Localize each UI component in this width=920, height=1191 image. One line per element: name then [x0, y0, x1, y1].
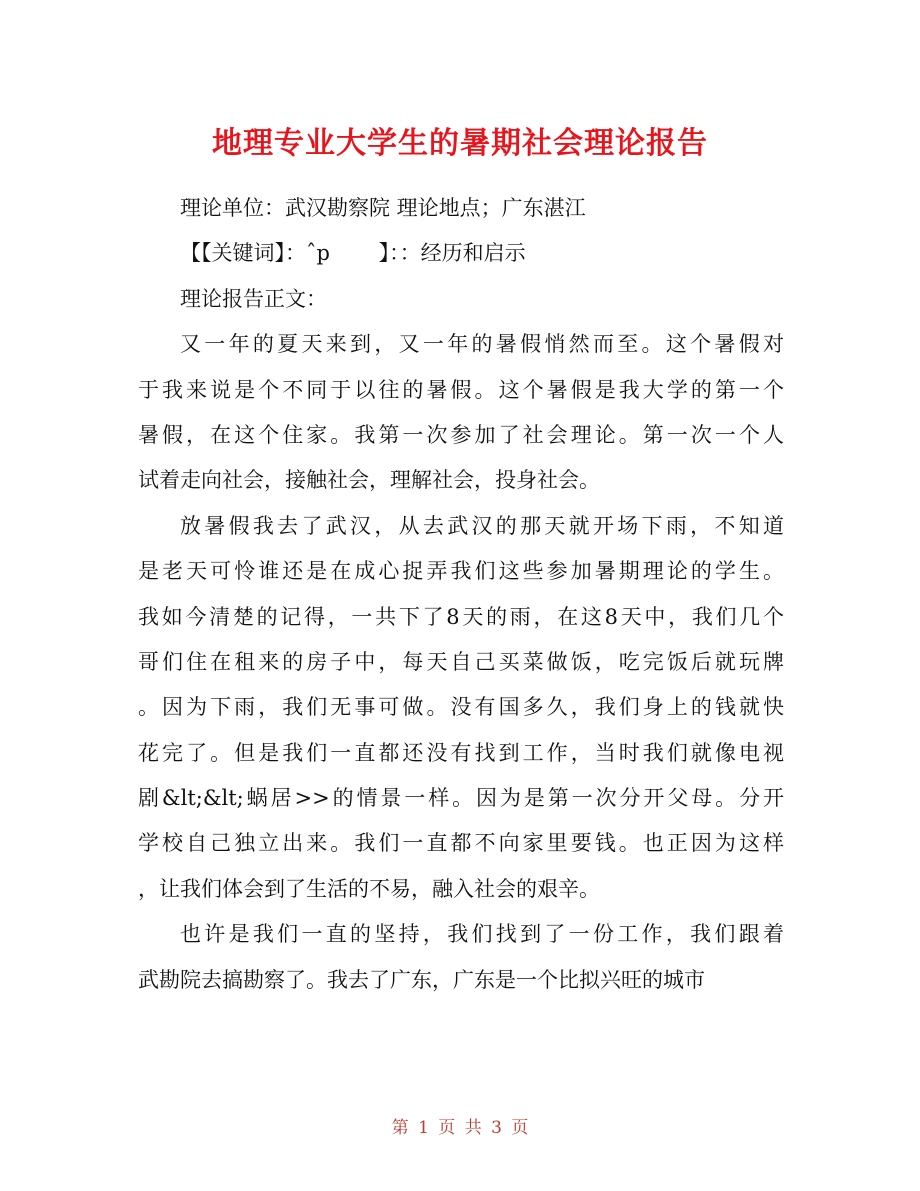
document-body	[138, 186, 784, 1003]
paragraph-line: ，让我们体会到了生活的不易，融入社会的艰辛。	[138, 876, 600, 901]
paragraph-line: 武勘院去搞勘察了。我去了广东，广东是一个比拟兴旺的城市	[138, 967, 705, 992]
page-footer: 第 1 页 共 3 页	[391, 1118, 529, 1138]
meta-line: 【【关键词】：ˆp 】：：经历和启示	[180, 241, 526, 266]
meta-line: 理论报告正文：	[180, 286, 327, 311]
document-title: 地理专业大学生的暑期社会理论报告	[212, 126, 708, 161]
paragraph-line: 我如今清楚的记得，一共下了8天的雨，在这8天中，我们几个	[138, 604, 784, 629]
paragraph-line: 哥们住在租来的房子中，每天自己买菜做饭，吃完饭后就玩牌	[138, 649, 784, 674]
paragraph-line: 又一年的夏天来到，又一年的暑假悄然而至。这个暑假对	[180, 332, 784, 357]
meta-line: 理论单位：武汉勘察院 理论地点；广东湛江	[180, 196, 586, 220]
paragraph-line: 也许是我们一直的坚持，我们找到了一份工作，我们跟着	[180, 922, 784, 947]
paragraph-line: 剧&lt;&lt;蜗居>>的情景一样。因为是第一次分开父母。分开	[138, 786, 784, 811]
paragraph-line: 试着走向社会，接触社会，理解社会，投身社会。	[138, 468, 600, 493]
paragraph-line: 。因为下雨，我们无事可做。没有国多久，我们身上的钱就快	[138, 695, 784, 720]
paragraph-line: 学校自己独立出来。我们一直都不向家里要钱。也正因为这样	[138, 831, 784, 856]
paragraph-line: 放暑假我去了武汉，从去武汉的那天就开场下雨，不知道	[180, 513, 784, 538]
paragraph-line: 花完了。但是我们一直都还没有找到工作，当时我们就像电视	[138, 740, 784, 765]
paragraph-line: 是老天可怜谁还是在成心捉弄我们这些参加暑期理论的学生。	[138, 559, 784, 584]
paragraph-line: 于我来说是个不同于以往的暑假。这个暑假是我大学的第一个	[138, 377, 784, 402]
paragraph-line: 暑假，在这个住家。我第一次参加了社会理论。第一次一个人	[138, 422, 784, 447]
